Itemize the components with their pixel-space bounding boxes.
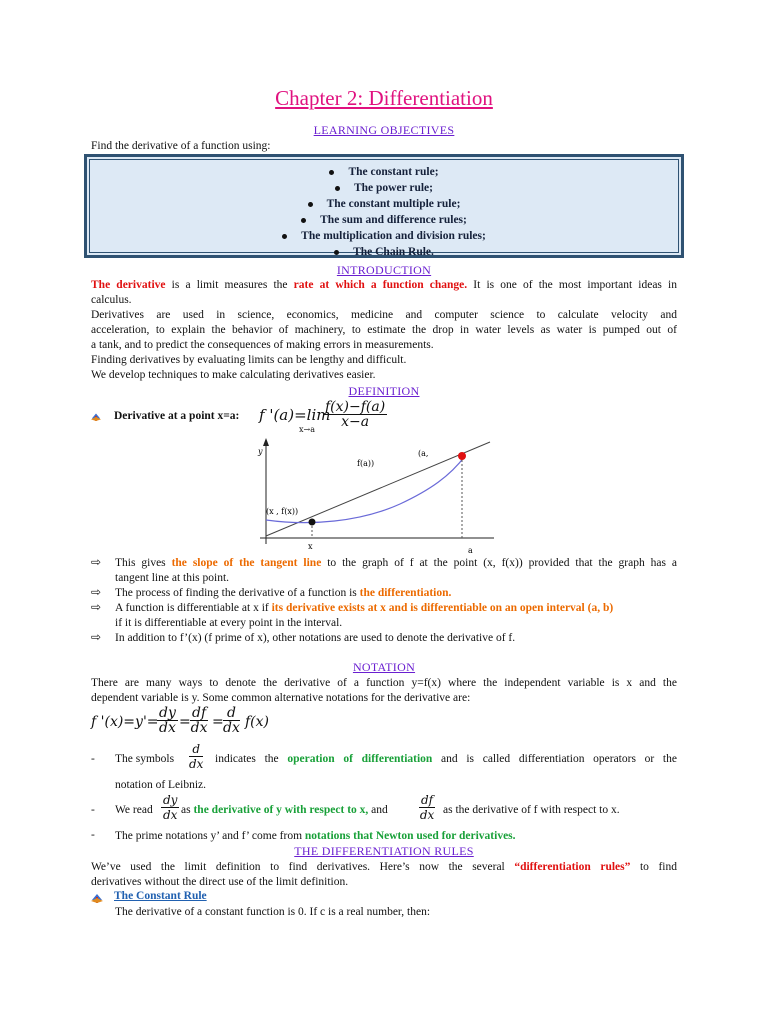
arrow-icon: ⇨	[91, 585, 102, 599]
notation-item: The symbols $\frac{d}{dx}$ indicates the operation of differentiation and is called differentiation operators or the	[115, 742, 677, 771]
notation-paragraph-line: dependent variable is y. Some common alternative notations for the derivative are:	[91, 692, 471, 704]
derivative-graph	[250, 436, 500, 556]
intro-paragraph-line: acceleration, to explain the behavior of machinery, to estimate the drop in water levels as water is pumped out of	[91, 324, 677, 336]
graph-label-point: (a,	[418, 449, 429, 458]
definition-bullet-cont: tangent line at this point.	[115, 572, 230, 584]
intro-paragraph-line: calculus.	[91, 294, 132, 306]
definition-bullet: A function is differentiable at x if its derivative exists at x and is differentiable on an open interval (a, b)	[115, 602, 614, 614]
intro-paragraph-line: a tank, and to predict the consequences of making errors in measurements.	[91, 339, 434, 351]
graph-label-fx: (x , f(x))	[266, 507, 299, 516]
formula-lhs: f '(a)=lim	[259, 406, 331, 424]
arrow-icon: ⇨	[91, 555, 102, 569]
notation-item: The prime notations y’ and f’ come from notations that Newton used for derivatives.	[115, 830, 516, 842]
constant-rule-heading-row	[91, 889, 391, 905]
rules-heading: THE DIFFERENTIATION RULES	[294, 844, 474, 858]
constant-rule-heading: The Constant Rule	[114, 890, 207, 902]
pin-icon	[91, 411, 101, 421]
constant-rule-text: The derivative of a constant function is 0. If c is a real number, then:	[115, 906, 431, 918]
definition-bullet: This gives the slope of the tangent line to the graph of f at the point (x, f(x)) provided that the graph has a	[115, 557, 677, 569]
intro-paragraph-line: We develop techniques to make calculating derivatives easier.	[91, 369, 376, 381]
objective-item: The multiplication and division rules;	[90, 230, 678, 242]
notation-item: We read $\frac{dy}{dx}$ as the derivative of y with respect to x, and $\frac{df}{dx}$ as the derivative of f with respect to x.	[115, 793, 620, 822]
notation-item-cont: notation of Leibniz.	[115, 779, 207, 791]
learning-objectives-heading: LEARNING OBJECTIVES	[313, 123, 455, 137]
notation-paragraph-line: There are many ways to denote the derivative of a function y=f(x) where the independent variable is x and the	[91, 677, 677, 689]
notation-heading: NOTATION	[352, 660, 416, 674]
arrow-icon: ⇨	[91, 600, 102, 614]
objective-item: The power rule;	[90, 182, 678, 194]
definition-bullet: The process of finding the derivative of a function is the differentiation.	[115, 587, 452, 599]
intro-paragraph-line: Derivatives are used in science, economics, medicine and computer science to calculate velocity and	[91, 309, 677, 321]
objective-item: The constant rule;	[90, 166, 678, 178]
graph-label-y: y	[258, 447, 263, 456]
intro-paragraph-line: The derivative is a limit measures the rate at which a function change. It is one of the most important ideas in	[91, 279, 677, 291]
graph-label-a: a	[468, 546, 473, 555]
secant-line	[266, 442, 490, 536]
objective-item: The Chain Rule.	[90, 246, 678, 258]
pin-icon	[91, 891, 103, 903]
formula-fraction: $\frac{f(x)-f(a)}{x-a}$	[325, 399, 386, 430]
definition-label: Derivative at a point x=a:	[114, 410, 240, 422]
objective-item: The constant multiple rule;	[90, 198, 678, 210]
chapter-title: Chapter 2: Differentiation	[275, 86, 493, 110]
objectives-intro: Find the derivative of a function using:	[91, 140, 271, 152]
intro-paragraph-line: Finding derivatives by evaluating limits can be lengthy and difficult.	[91, 354, 407, 366]
notation-equation: f '(x)=y'= $\frac{dy}{dx}$ = $\frac{df}{dx}$ = $\frac{d}{dx}$ f(x)	[91, 705, 270, 736]
rules-paragraph-line: We’ve used the limit definition to find derivatives. Here’s now the several “differentiation rules” to find	[91, 861, 677, 873]
arrow-icon: ⇨	[91, 630, 102, 644]
definition-row	[91, 398, 491, 438]
document-page: Chapter 2: Differentiation LEARNING OBJECTIVES Find the derivative of a function using: The constant rule; The power rule; The constant multiple rule; The sum and difference rules; The multiplication and division rules; The Chain Rule. INTRODUCTION The derivative is a limit measures the rate at which a function change. It is one of the most important ideas in calculus. Derivatives are used in science, economics, medicine and computer science to calculate velocity and acceleration, to explain the behavior of machinery, to estimate the drop in water levels as water is pumped out of a tank, and to predict the consequences of making errors in measurements. Finding derivatives by evaluating limits can be lengthy and difficult. We develop techniques to make calculating derivatives easier. DEFINITION Derivative at a point x=a: f '(a)=lim x→a $\frac{f(x)-f(a)}{x-a}$ y x a f(a)) (a, (x , f(x)) ⇨ This gives the slope of the tangent line to the graph of f at the point (x, f(x)) provided that the graph has a tangent line at this point. ⇨ The process of finding the derivative of a function is the differentiation. ⇨ A function is differentiable at x if its derivative exists at x and is differentiable on an open interval (a, b) if it is differentiable at every point in the interval. ⇨ In addition to f’(x) (f prime of x), other notations are used to denote the derivative of f. NOTATION There are many ways to denote the derivative of a function y=f(x) where the independent variable is x and the dependent variable is y. Some common alternative notations for the derivative are: f '(x)=y'= $\frac{dy}{dx}$ = $\frac{df}{dx}$ = $\frac{d}{dx}$ f(x) - The symbols $\frac{d}{dx}$ indicates the operation of differentiation and is called differentiation operators or the notation of Leibniz. - We read $\frac{dy}{dx}$ as the derivative of y with respect to x, and $\frac{df}{dx}$ as the derivative of f with respect to x. - The prime notations y’ and f’ come from notations that Newton used for derivatives. THE DIFFERENTIATION RULES We’ve used the limit definition to find derivatives. Here’s now the several “differentiation rules” to find derivatives without the direct use of the limit definition. The Constant Rule The derivative of a constant function is 0. If c is a real number, then:	[0, 0, 768, 1024]
point-x	[309, 519, 316, 526]
definition-bullet-cont: if it is differentiable at every point in the interval.	[115, 617, 343, 629]
objective-item: The sum and difference rules;	[90, 214, 678, 226]
rules-paragraph-line: derivatives without the direct use of the limit definition.	[91, 876, 349, 888]
graph-label-x: x	[308, 542, 313, 551]
definition-bullet: In addition to f’(x) (f prime of x), other notations are used to denote the derivative of f.	[115, 632, 516, 644]
point-a	[458, 452, 466, 460]
definition-heading: DEFINITION	[348, 384, 420, 398]
objectives-box	[84, 154, 684, 258]
formula-limit-sub: x→a	[299, 425, 315, 434]
graph-label-fa: f(a))	[357, 459, 375, 468]
introduction-heading: INTRODUCTION	[336, 263, 432, 277]
